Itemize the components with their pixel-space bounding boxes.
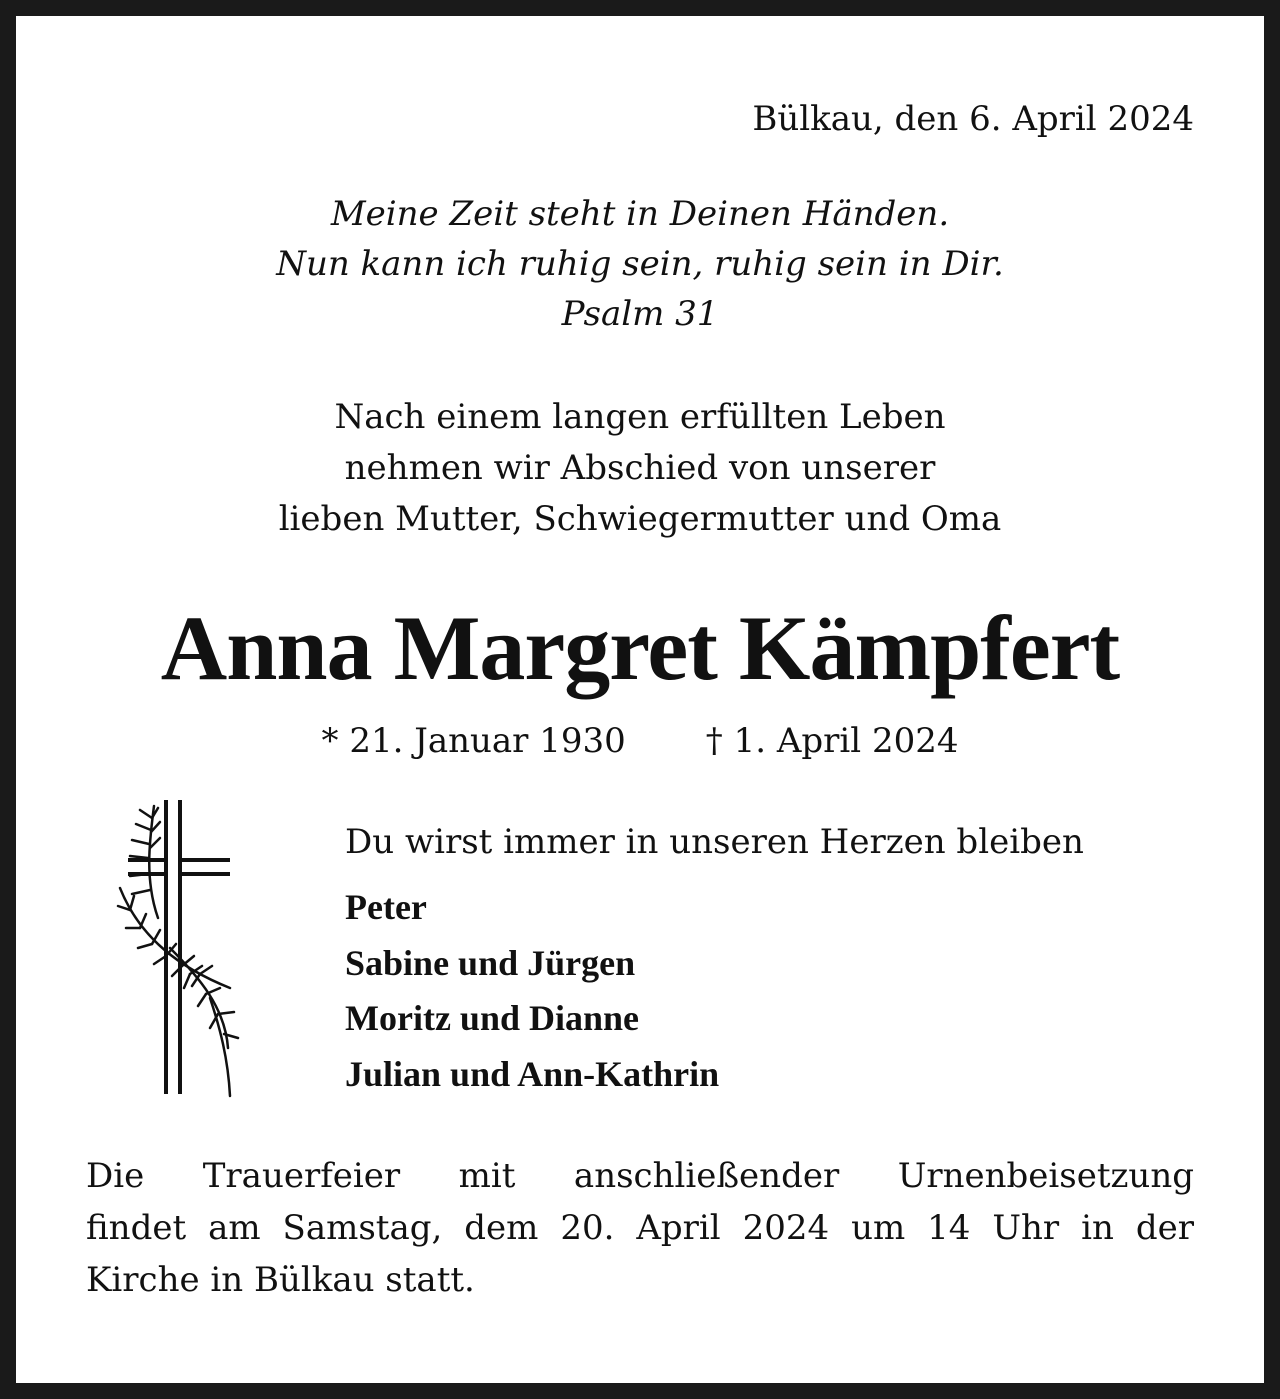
family-member: Peter [345, 887, 427, 927]
family-member: Julian und Ann-Kathrin [345, 1053, 720, 1094]
bible-verse [0, 189, 1280, 339]
remembrance-text: Du wirst immer in unseren Herzen bleiben [345, 822, 1084, 862]
deceased-name: Anna Margret Kämpfert [160, 597, 1120, 699]
verse-line-2: Nun kann ich ruhig sein, ruhig sein in Dir. [276, 244, 1004, 284]
birth-date: * 21. Januar 1930 [321, 721, 626, 761]
cross-with-palm-branches-icon [110, 798, 250, 1098]
death-date: † 1. April 2024 [705, 721, 959, 761]
ceremony-notice [86, 1150, 1194, 1306]
ceremony-line-1: Die Trauerfeier mit anschließender Urnenbeisetzung [86, 1156, 1194, 1196]
intro-line-2: nehmen wir Abschied von unserer [344, 448, 936, 488]
ceremony-line-3: Kirche in Bülkau statt. [86, 1260, 475, 1300]
life-dates [0, 716, 1280, 766]
intro-line-1: Nach einem langen erfüllten Leben [334, 397, 946, 437]
place-date: Bülkau, den 6. April 2024 [752, 99, 1194, 139]
intro-text [0, 392, 1280, 545]
verse-line-1: Meine Zeit steht in Deinen Händen. [330, 194, 950, 234]
verse-reference: Psalm 31 [561, 294, 719, 334]
intro-line-3: lieben Mutter, Schwiegermutter und Oma [278, 499, 1002, 539]
family-member: Sabine und Jürgen [345, 942, 636, 983]
family-list [345, 880, 719, 1102]
family-member: Moritz und Dianne [345, 998, 640, 1038]
ceremony-line-2: findet am Samstag, dem 20. April 2024 um 14 Uhr in der [86, 1208, 1194, 1248]
